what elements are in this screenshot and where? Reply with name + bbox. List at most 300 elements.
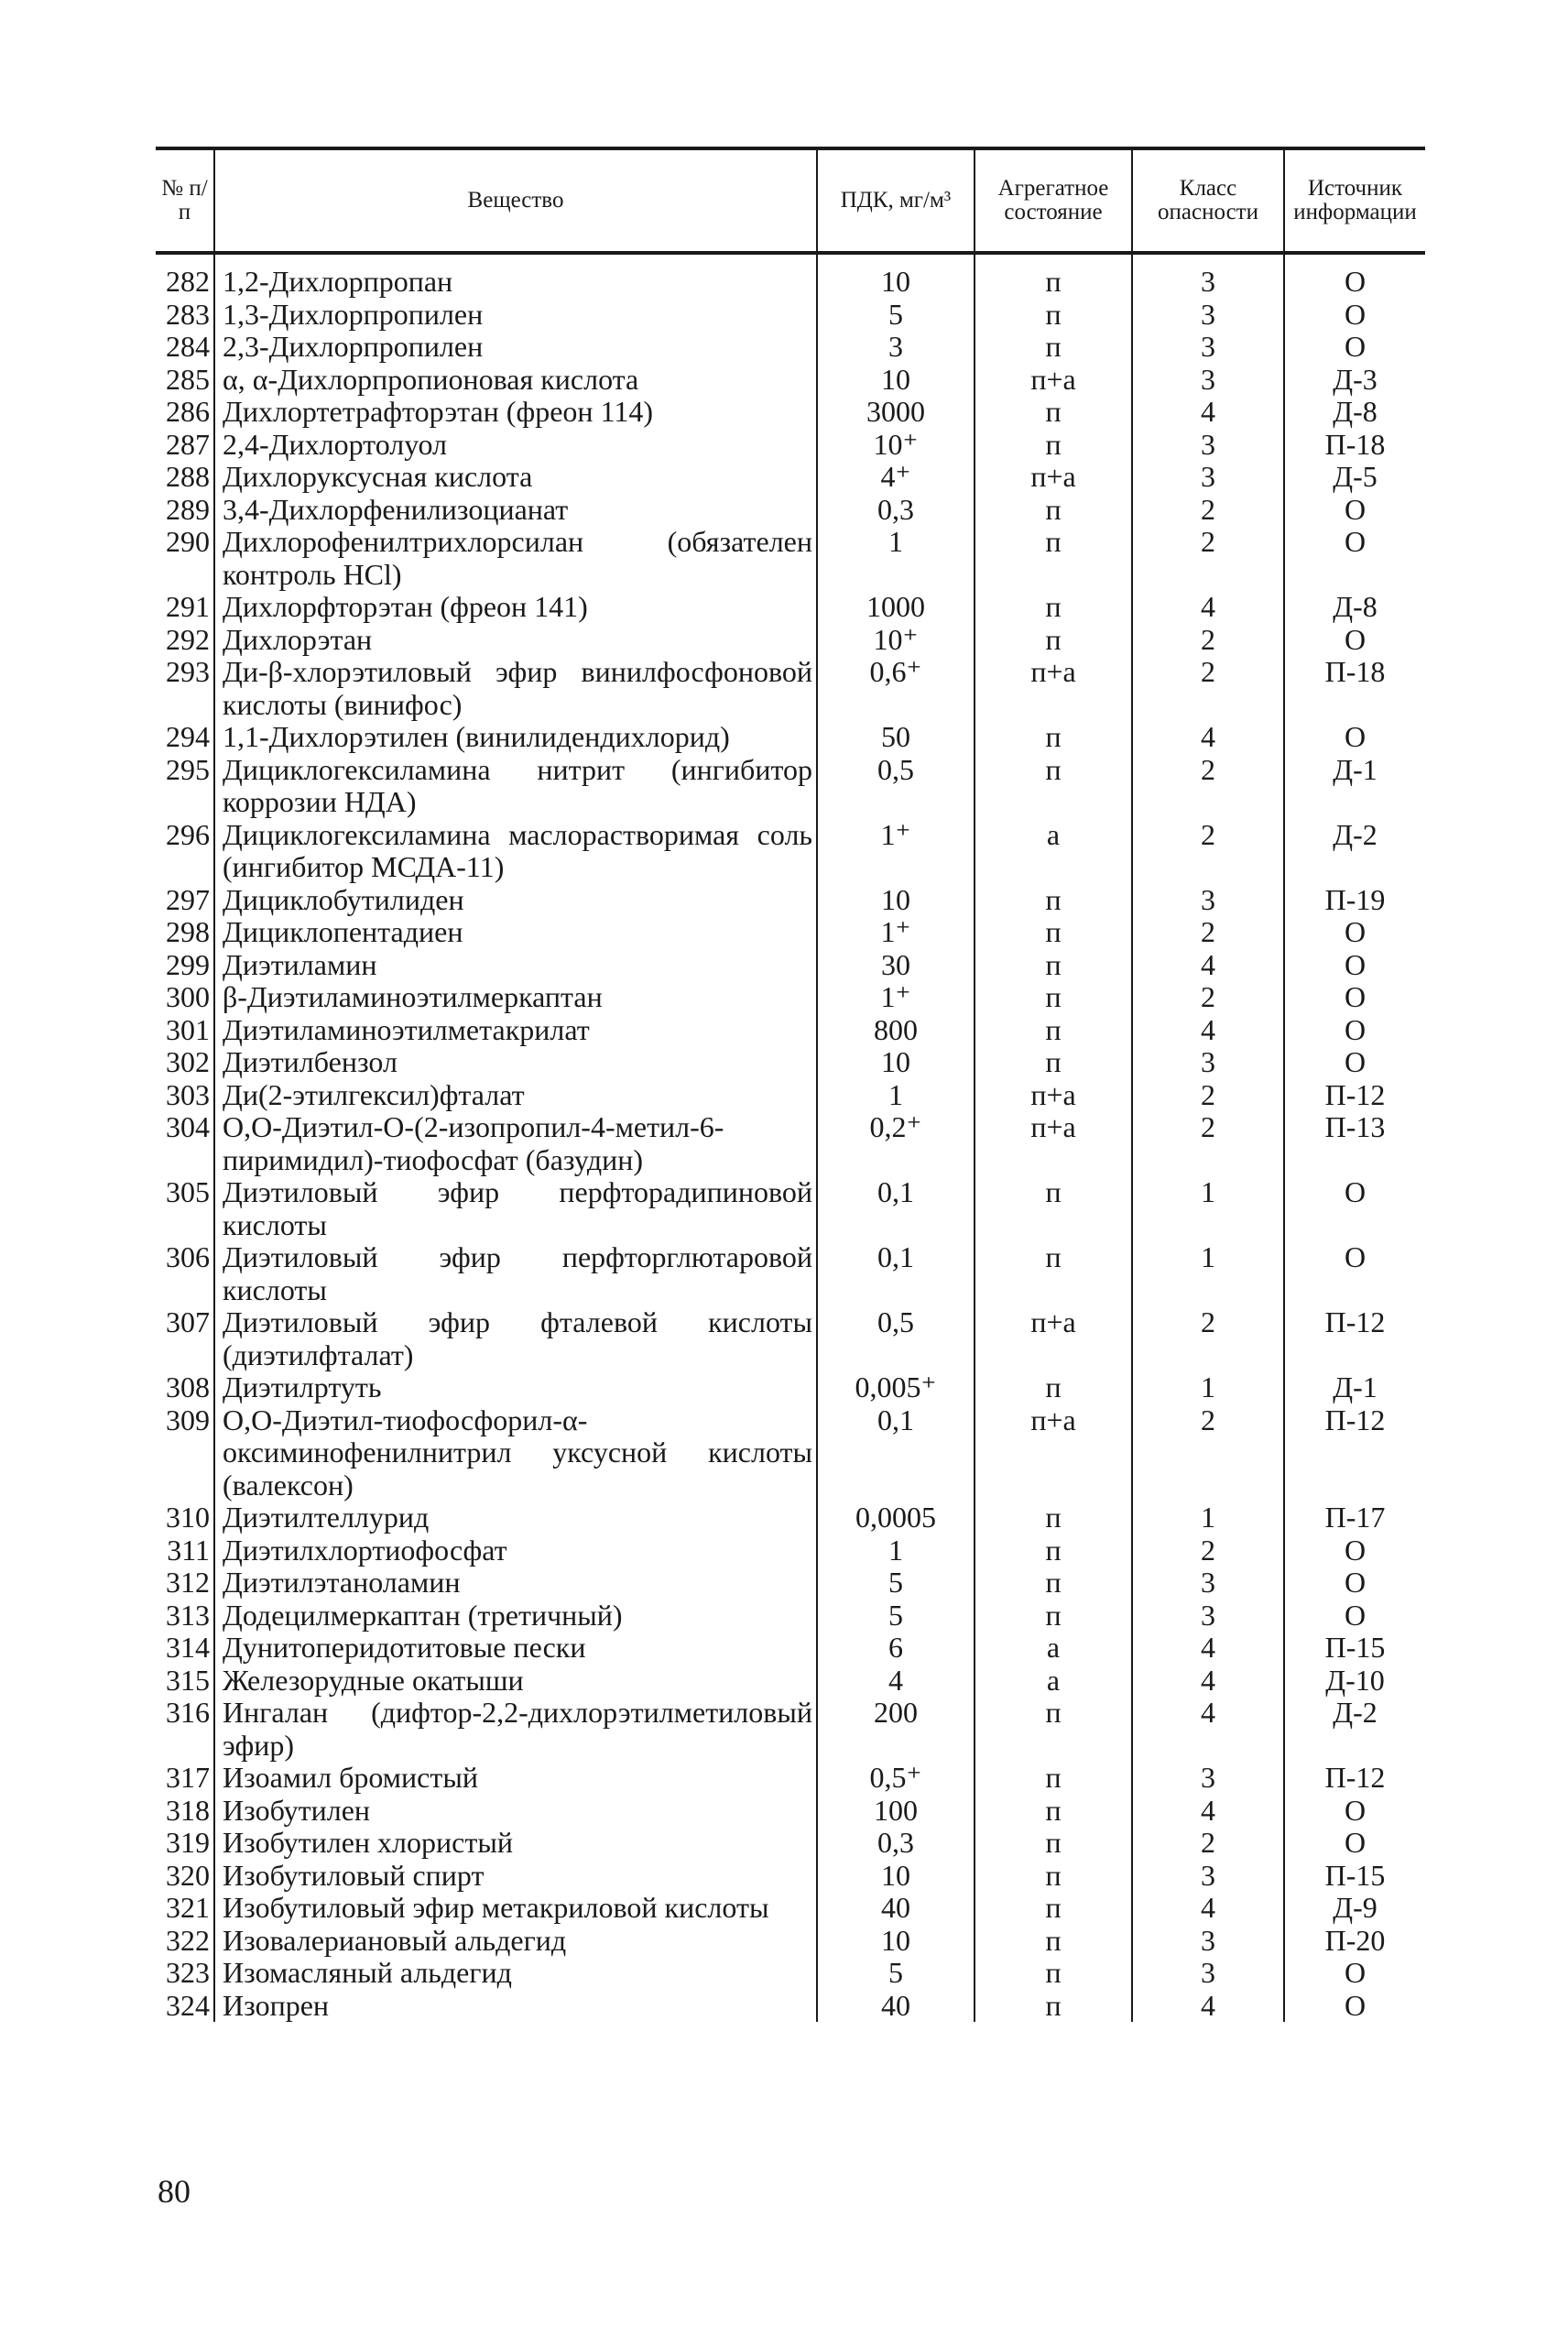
table-row (156, 1241, 1425, 1306)
aggregate-state: п (975, 299, 1132, 332)
table-row (156, 1762, 1425, 1795)
info-source: П-12 (1284, 1762, 1425, 1795)
row-number: 300 (166, 980, 210, 1013)
substance-name: Изобутилен хлористый (214, 1827, 817, 1860)
info-source: П-12 (1284, 1306, 1425, 1371)
row-number: 319 (166, 1826, 210, 1859)
info-source: Д-8 (1284, 396, 1425, 429)
substance-name: Диэтилтеллурид (214, 1502, 817, 1534)
pdk-value: 0,3 (817, 1827, 975, 1860)
hazard-class: 3 (1132, 1046, 1284, 1079)
row-number: 312 (166, 1566, 210, 1599)
substance-name: Диэтиловый эфир фталевой кислоты (диэтилфталат) (214, 1306, 817, 1371)
hazard-class: 2 (1132, 1404, 1284, 1502)
row-number: 310 (166, 1501, 210, 1534)
table-row (156, 1306, 1425, 1371)
table-row (156, 721, 1425, 754)
hazard-class: 2 (1132, 1079, 1284, 1112)
aggregate-state: а (975, 1632, 1132, 1665)
aggregate-state: п+а (975, 1111, 1132, 1176)
substance-name: Диэтиловый эфир перфторглютаровой кислоты (214, 1241, 817, 1306)
pdk-value: 10 (817, 266, 975, 299)
row-number: 323 (166, 1956, 210, 1989)
substance-name: Дихлоруксусная кислота (214, 461, 817, 494)
aggregate-state: п (975, 396, 1132, 429)
pdk-value: 3000 (817, 396, 975, 429)
hazard-class: 2 (1132, 981, 1284, 1014)
pdk-value: 0,0005 (817, 1502, 975, 1534)
hazard-class: 2 (1132, 624, 1284, 657)
pdk-value: 0,5 (817, 754, 975, 819)
row-number: 298 (166, 915, 210, 948)
substance-name: Железорудные окатыши (214, 1665, 817, 1698)
pdk-value: 10 (817, 364, 975, 397)
info-source: Д-5 (1284, 461, 1425, 494)
aggregate-state: п (975, 1176, 1132, 1241)
substance-name: Ди-β-хлорэтиловый эфир винилфосфоновой кислоты (винифос) (214, 656, 817, 721)
aggregate-state: п (975, 526, 1132, 591)
aggregate-state: п+а (975, 461, 1132, 494)
pdk-value: 10 (817, 884, 975, 917)
aggregate-state: п (975, 981, 1132, 1014)
table-row (156, 266, 1425, 299)
substance-name: Дунитоперидотитовые пески (214, 1632, 817, 1665)
row-number: 290 (166, 525, 210, 558)
row-number: 307 (166, 1305, 210, 1338)
row-number: 316 (166, 1696, 210, 1729)
hazard-class: 3 (1132, 266, 1284, 299)
info-source: О (1284, 1957, 1425, 1990)
hazard-class: 4 (1132, 1892, 1284, 1925)
pdk-value: 3 (817, 331, 975, 364)
aggregate-state: п (975, 1860, 1132, 1893)
hazard-class: 1 (1132, 1371, 1284, 1404)
substance-name: Диэтиламиноэтилметакрилат (214, 1014, 817, 1047)
info-source: Д-1 (1284, 754, 1425, 819)
hazard-class: 2 (1132, 656, 1284, 721)
row-number: 299 (166, 947, 210, 981)
pdk-value: 1⁺ (817, 819, 975, 884)
pdk-value: 50 (817, 721, 975, 754)
pdk-value: 0,5 (817, 1306, 975, 1371)
aggregate-state: п (975, 1697, 1132, 1762)
substance-name: 2,3-Дихлорпропилен (214, 331, 817, 364)
pdk-value: 4 (817, 1665, 975, 1698)
pdk-value: 30 (817, 949, 975, 982)
row-number: 314 (166, 1631, 210, 1664)
table-row (156, 916, 1425, 949)
aggregate-state: п (975, 1990, 1132, 2023)
info-source: О (1284, 1795, 1425, 1828)
table-row (156, 1827, 1425, 1860)
table-header (156, 148, 1425, 266)
substance-name: 1,3-Дихлорпропилен (214, 299, 817, 332)
substance-name: Диэтилбензол (214, 1046, 817, 1079)
header-state: Агрегатное состояние (975, 148, 1132, 253)
aggregate-state: п (975, 1957, 1132, 1990)
substance-name: β-Диэтиламиноэтилмеркаптан (214, 981, 817, 1014)
table-row (156, 1600, 1425, 1633)
info-source: О (1284, 916, 1425, 949)
hazard-class: 3 (1132, 1762, 1284, 1795)
row-number: 308 (166, 1370, 210, 1403)
table-row (156, 981, 1425, 1014)
pdk-value: 0,1 (817, 1241, 975, 1306)
aggregate-state: п+а (975, 364, 1132, 397)
table-row (156, 429, 1425, 462)
info-source: Д-1 (1284, 1371, 1425, 1404)
info-source: О (1284, 494, 1425, 527)
hazard-class: 3 (1132, 429, 1284, 462)
hazard-class: 2 (1132, 1306, 1284, 1371)
row-number: 317 (166, 1761, 210, 1794)
aggregate-state: п (975, 949, 1132, 982)
aggregate-state: п (975, 1827, 1132, 1860)
substance-table (156, 147, 1425, 2022)
hazard-class: 3 (1132, 1957, 1284, 1990)
table-row (156, 1502, 1425, 1534)
row-number: 305 (166, 1175, 210, 1208)
substance-name: Ди(2-этилгексил)фталат (214, 1079, 817, 1112)
info-source: О (1284, 526, 1425, 591)
substance-name: 1,1-Дихлорэтилен (винилидендихлорид) (214, 721, 817, 754)
row-number: 286 (166, 395, 210, 428)
info-source: О (1284, 1600, 1425, 1633)
pdk-value: 0,1 (817, 1404, 975, 1502)
aggregate-state: п (975, 494, 1132, 527)
info-source: П-13 (1284, 1111, 1425, 1176)
aggregate-state: п (975, 1600, 1132, 1633)
row-number: 285 (166, 362, 210, 396)
substance-name: Дициклопентадиен (214, 916, 817, 949)
hazard-class: 4 (1132, 1665, 1284, 1698)
header-hazard: Класс опасности (1132, 148, 1284, 253)
table-row (156, 1892, 1425, 1925)
substance-name: α, α-Дихлорпропионовая кислота (214, 364, 817, 397)
substance-name: 1,2-Дихлорпропан (214, 266, 817, 299)
pdk-value: 1000 (817, 591, 975, 624)
hazard-class: 2 (1132, 754, 1284, 819)
row-number: 294 (166, 720, 210, 753)
pdk-value: 0,005⁺ (817, 1371, 975, 1404)
row-number: 315 (166, 1663, 210, 1697)
hazard-class: 3 (1132, 364, 1284, 397)
pdk-value: 0,1 (817, 1176, 975, 1241)
aggregate-state: п (975, 591, 1132, 624)
table-row (156, 526, 1425, 591)
pdk-value: 5 (817, 1600, 975, 1633)
table-row (156, 1567, 1425, 1600)
row-number: 282 (166, 265, 210, 298)
pdk-value: 1⁺ (817, 981, 975, 1014)
aggregate-state: п (975, 1534, 1132, 1567)
table-row (156, 819, 1425, 884)
table-row (156, 1014, 1425, 1047)
row-number: 296 (166, 817, 210, 851)
row-number: 292 (166, 622, 210, 656)
row-number: 313 (166, 1598, 210, 1632)
pdk-value: 40 (817, 1892, 975, 1925)
info-source: О (1284, 299, 1425, 332)
row-number: 318 (166, 1793, 210, 1827)
hazard-class: 2 (1132, 494, 1284, 527)
aggregate-state: п (975, 1925, 1132, 1958)
row-number: 289 (166, 492, 210, 526)
aggregate-state: п (975, 1795, 1132, 1828)
substance-name: 3,4-Дихлорфенилизоцианат (214, 494, 817, 527)
info-source: О (1284, 266, 1425, 299)
substance-name: Дициклогексиламина маслорастворимая соль (ингибитор МСДА-11) (214, 819, 817, 884)
table-row (156, 754, 1425, 819)
table-row (156, 396, 1425, 429)
row-number: 320 (166, 1858, 210, 1892)
info-source: О (1284, 1176, 1425, 1241)
aggregate-state: п (975, 884, 1132, 917)
table-row (156, 1534, 1425, 1567)
hazard-class: 4 (1132, 591, 1284, 624)
info-source: П-15 (1284, 1632, 1425, 1665)
info-source: П-18 (1284, 656, 1425, 721)
table-row (156, 1860, 1425, 1893)
substance-name: О,О-Диэтил-тиофосфорил-α-оксиминофенилнитрил уксусной кислоты (валексон) (214, 1404, 817, 1502)
table-row (156, 1990, 1425, 2023)
substance-name: Изомасляный альдегид (214, 1957, 817, 1990)
aggregate-state: п (975, 1046, 1132, 1079)
table-row (156, 1957, 1425, 1990)
table-row (156, 461, 1425, 494)
table-row (156, 949, 1425, 982)
hazard-class: 3 (1132, 331, 1284, 364)
substance-name: Дициклобутилиден (214, 884, 817, 917)
hazard-class: 3 (1132, 1860, 1284, 1893)
substance-name: Додецилмеркаптан (третичный) (214, 1600, 817, 1633)
info-source: П-18 (1284, 429, 1425, 462)
substance-name: Диэтилхлортиофосфат (214, 1534, 817, 1567)
aggregate-state: п (975, 1241, 1132, 1306)
substance-name: Диэтилртуть (214, 1371, 817, 1404)
row-number: 284 (166, 330, 210, 363)
header-pdk: ПДК, мг/м³ (817, 148, 975, 253)
hazard-class: 3 (1132, 884, 1284, 917)
info-source: Д-2 (1284, 1697, 1425, 1762)
substance-name: Дициклогексиламина нитрит (ингибитор коррозии НДА) (214, 754, 817, 819)
table-row (156, 1111, 1425, 1176)
aggregate-state: п (975, 721, 1132, 754)
hazard-class: 1 (1132, 1176, 1284, 1241)
aggregate-state: п (975, 429, 1132, 462)
hazard-class: 4 (1132, 1697, 1284, 1762)
hazard-class: 2 (1132, 1827, 1284, 1860)
info-source: Д-3 (1284, 364, 1425, 397)
hazard-class: 3 (1132, 1600, 1284, 1633)
table-row (156, 884, 1425, 917)
row-number: 295 (166, 752, 210, 786)
substance-name: Изобутиловый спирт (214, 1860, 817, 1893)
substance-name: Изобутилен (214, 1795, 817, 1828)
substance-name: Изопрен (214, 1990, 817, 2023)
pdk-value: 4⁺ (817, 461, 975, 494)
info-source: П-15 (1284, 1860, 1425, 1893)
info-source: О (1284, 1827, 1425, 1860)
substance-name: Дихлорофенилтрихлорсилан (обязателен контроль HCl) (214, 526, 817, 591)
row-number: 324 (166, 1988, 210, 2022)
row-number: 306 (166, 1240, 210, 1273)
row-number: 287 (166, 427, 210, 461)
page-number: 80 (158, 2173, 191, 2210)
pdk-value: 10 (817, 1925, 975, 1958)
row-number: 293 (166, 655, 210, 688)
table-row (156, 1925, 1425, 1958)
pdk-value: 5 (817, 1567, 975, 1600)
info-source: О (1284, 1990, 1425, 2023)
substance-name: Изобутиловый эфир метакриловой кислоты (214, 1892, 817, 1925)
table-row (156, 1176, 1425, 1241)
info-source: О (1284, 949, 1425, 982)
table-row (156, 1795, 1425, 1828)
substance-name: Дихлортетрафторэтан (фреон 114) (214, 396, 817, 429)
row-number: 288 (166, 460, 210, 493)
row-number: 309 (166, 1403, 210, 1436)
hazard-class: 3 (1132, 461, 1284, 494)
pdk-value: 0,3 (817, 494, 975, 527)
substance-name: Диэтилэтаноламин (214, 1567, 817, 1600)
hazard-class: 4 (1132, 1990, 1284, 2023)
info-source: О (1284, 1014, 1425, 1047)
hazard-class: 2 (1132, 526, 1284, 591)
aggregate-state: п+а (975, 1306, 1132, 1371)
hazard-class: 4 (1132, 1014, 1284, 1047)
info-source: Д-10 (1284, 1665, 1425, 1698)
aggregate-state: п (975, 1762, 1132, 1795)
aggregate-state: п (975, 266, 1132, 299)
pdk-value: 100 (817, 1795, 975, 1828)
info-source: Д-8 (1284, 591, 1425, 624)
info-source: П-19 (1284, 884, 1425, 917)
hazard-class: 3 (1132, 299, 1284, 332)
hazard-class: 4 (1132, 1795, 1284, 1828)
info-source: О (1284, 1241, 1425, 1306)
pdk-value: 1⁺ (817, 916, 975, 949)
substance-name: Дихлорфторэтан (фреон 141) (214, 591, 817, 624)
pdk-value: 1 (817, 526, 975, 591)
pdk-value: 10⁺ (817, 429, 975, 462)
header-substance: Вещество (214, 148, 817, 253)
table-row (156, 299, 1425, 332)
substance-name: Дихлорэтан (214, 624, 817, 657)
aggregate-state: п (975, 754, 1132, 819)
aggregate-state: п (975, 331, 1132, 364)
hazard-class: 4 (1132, 721, 1284, 754)
aggregate-state: п (975, 916, 1132, 949)
info-source: О (1284, 624, 1425, 657)
aggregate-state: п (975, 1014, 1132, 1047)
substance-name: Изовалериановый альдегид (214, 1925, 817, 1958)
hazard-class: 2 (1132, 1111, 1284, 1176)
aggregate-state: п+а (975, 1404, 1132, 1502)
hazard-class: 4 (1132, 949, 1284, 982)
pdk-value: 10⁺ (817, 624, 975, 657)
pdk-value: 0,6⁺ (817, 656, 975, 721)
pdk-value: 6 (817, 1632, 975, 1665)
row-number: 311 (167, 1533, 210, 1567)
aggregate-state: п (975, 1502, 1132, 1534)
row-number: 297 (166, 882, 210, 916)
pdk-value: 200 (817, 1697, 975, 1762)
hazard-class: 3 (1132, 1567, 1284, 1600)
row-number: 303 (166, 1077, 210, 1111)
header-source: Источник информации (1284, 148, 1425, 253)
hazard-class: 3 (1132, 1925, 1284, 1958)
table-row (156, 364, 1425, 397)
substance-name: О,О-Диэтил-О-(2-изопропил-4-метил-6-пиримидил)-тиофосфат (базудин) (214, 1111, 817, 1176)
hazard-class: 2 (1132, 1534, 1284, 1567)
pdk-value: 1 (817, 1534, 975, 1567)
table-row (156, 1404, 1425, 1502)
substance-name: Ингалан (дифтор-2,2-дихлорэтилметиловый эфир) (214, 1697, 817, 1762)
header-num: № п/п (156, 148, 214, 253)
table-row (156, 656, 1425, 721)
info-source: Д-2 (1284, 819, 1425, 884)
table-row (156, 1079, 1425, 1112)
table-body (156, 266, 1425, 2022)
hazard-class: 4 (1132, 1632, 1284, 1665)
row-number: 302 (166, 1045, 210, 1078)
aggregate-state: п (975, 1371, 1132, 1404)
pdk-value: 5 (817, 299, 975, 332)
table-row (156, 624, 1425, 657)
table-row (156, 1046, 1425, 1079)
table-row (156, 1371, 1425, 1404)
info-source: Д-9 (1284, 1892, 1425, 1925)
hazard-class: 2 (1132, 916, 1284, 949)
table-row (156, 591, 1425, 624)
row-number: 321 (166, 1891, 210, 1924)
info-source: О (1284, 1567, 1425, 1600)
info-source: О (1284, 1046, 1425, 1079)
row-number: 304 (166, 1110, 210, 1143)
hazard-class: 1 (1132, 1241, 1284, 1306)
substance-name: Диэтиламин (214, 949, 817, 982)
info-source: О (1284, 331, 1425, 364)
table-row (156, 494, 1425, 527)
hazard-class: 4 (1132, 396, 1284, 429)
info-source: О (1284, 1534, 1425, 1567)
pdk-value: 800 (817, 1014, 975, 1047)
row-number: 301 (166, 1012, 210, 1046)
info-source: П-17 (1284, 1502, 1425, 1534)
pdk-value: 0,2⁺ (817, 1111, 975, 1176)
substance-name: 2,4-Дихлортолуол (214, 429, 817, 462)
row-number: 283 (166, 297, 210, 331)
info-source: П-12 (1284, 1079, 1425, 1112)
info-source: О (1284, 981, 1425, 1014)
table-row (156, 1632, 1425, 1665)
substance-name: Изоамил бромистый (214, 1762, 817, 1795)
pdk-value: 5 (817, 1957, 975, 1990)
pdk-value: 1 (817, 1079, 975, 1112)
aggregate-state: п+а (975, 1079, 1132, 1112)
aggregate-state: п (975, 1892, 1132, 1925)
table-row (156, 1697, 1425, 1762)
aggregate-state: п (975, 1567, 1132, 1600)
pdk-value: 0,5⁺ (817, 1762, 975, 1795)
pdk-value: 40 (817, 1990, 975, 2023)
substance-name: Диэтиловый эфир перфторадипиновой кислоты (214, 1176, 817, 1241)
row-number: 322 (166, 1923, 210, 1957)
info-source: П-20 (1284, 1925, 1425, 1958)
info-source: О (1284, 721, 1425, 754)
aggregate-state: п (975, 624, 1132, 657)
